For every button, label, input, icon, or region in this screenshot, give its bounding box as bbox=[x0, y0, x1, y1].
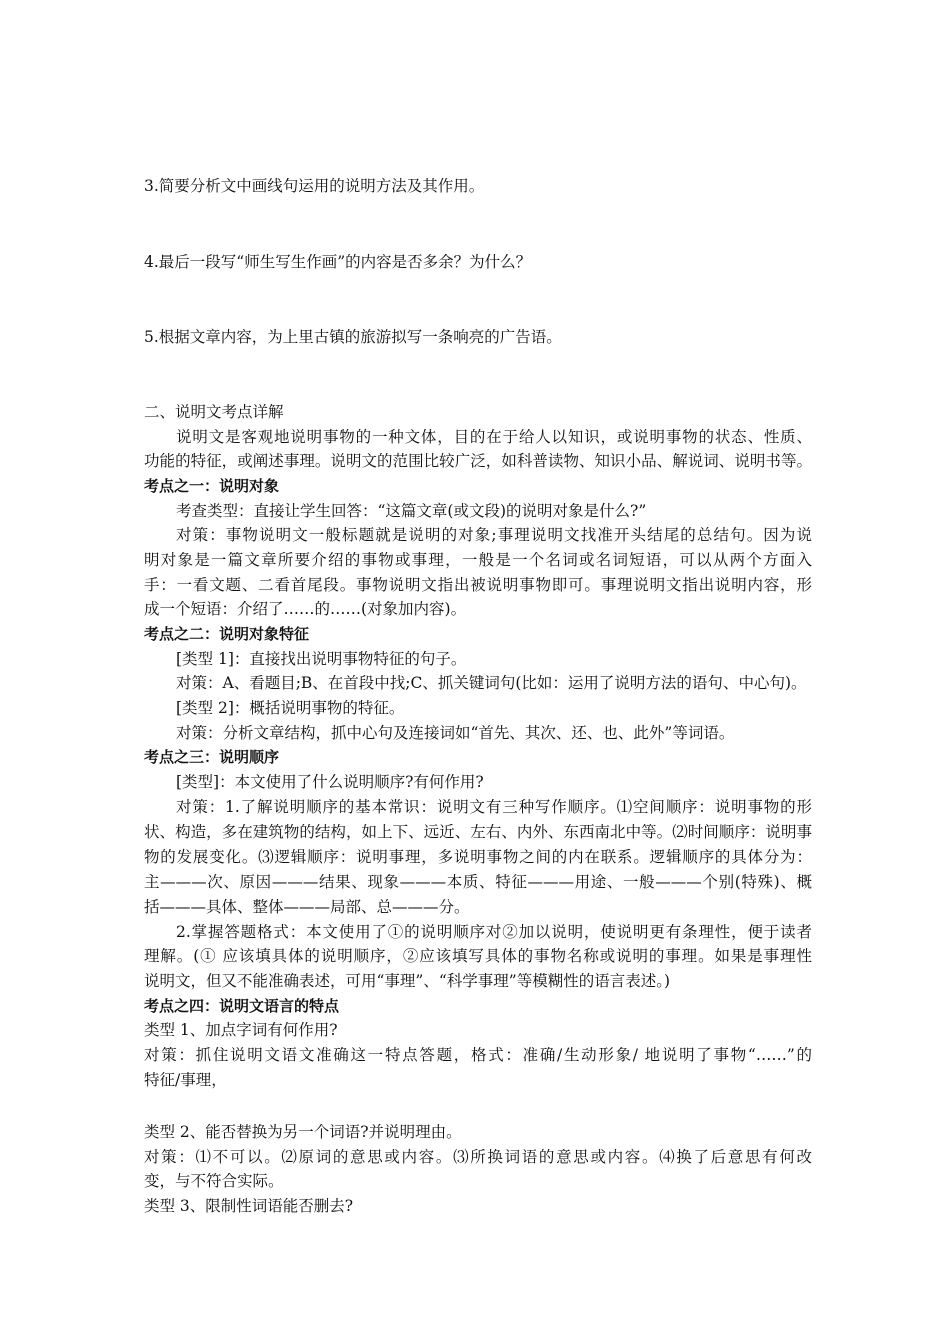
point3-strategy1-line-1: 对策：1.了解说明顺序的基本常识：说明文有三种写作顺序。⑴空间顺序：说明事物的形 bbox=[176, 798, 812, 816]
point2-strategy2: 对策：分析文章结构，抓中心句及连接词如“首先、其次、还、也、此外”等词语。 bbox=[176, 724, 735, 742]
point4-strategy2-line-2: 变，与不符合实际。 bbox=[144, 1172, 284, 1190]
point4-strategy2-line-1: 对策：⑴不可以。⑵原词的意思或内容。⑶所换词语的意思或内容。⑷换了后意思有何改 bbox=[144, 1148, 812, 1166]
question-3: 3.简要分析文中画线句运用的说明方法及其作用。 bbox=[144, 177, 485, 195]
point4-strategy1-line-1: 对策：抓住说明文语文准确这一特点答题，格式：准确/生动形象/ 地说明了事物“……”的 bbox=[144, 1046, 812, 1064]
intro-line-1: 说明文是客观地说明事物的一种文体，目的在于给人以知识，或说明事物的状态、性质、 bbox=[176, 428, 812, 446]
point1-title: 考点之一：说明对象 bbox=[144, 477, 280, 495]
point4-type1: 类型 1、加点字词有何作用? bbox=[144, 1021, 338, 1039]
point3-strategy2-line-1: 2.掌握答题格式：本文使用了①的说明顺序对②加以说明，使说明更有条理性，便于读者 bbox=[176, 923, 812, 941]
point4-type3: 类型 3、限制性词语能否删去? bbox=[144, 1197, 354, 1215]
point3-title: 考点之三：说明顺序 bbox=[144, 748, 280, 766]
point1-strategy-line-1: 对策：事物说明文一般标题就是说明的对象;事理说明文找准开头结尾的总结句。因为说 bbox=[176, 526, 812, 544]
question-4: 4.最后一段写“师生写生作画”的内容是否多余？为什么？ bbox=[144, 253, 532, 271]
point2-type2: [类型 2]：概括说明事物的特征。 bbox=[176, 699, 405, 717]
point4-title: 考点之四：说明文语言的特点 bbox=[144, 997, 340, 1015]
point4-strategy1-line-2: 特征/事理， bbox=[144, 1071, 227, 1089]
intro-line-2: 功能的特征，或阐述事理。说明文的范围比较广泛，如科普读物、知识小品、解说词、说明书等。 bbox=[144, 452, 812, 470]
point3-strategy1-line-2: 状、构造，多在建筑物的结构，如上下、远近、左右、内外、东西南北中等。⑵时间顺序：说明事 bbox=[144, 823, 812, 841]
point1-strategy-line-3: 手：一看文题、二看首尾段。事物说明文指出被说明事物即可。事理说明文指出说明内容，形 bbox=[144, 576, 812, 594]
point1-strategy-line-2: 明对象是一篇文章所要介绍的事物或事理，一般是一个名词或名词短语，可以从两个方面入 bbox=[144, 551, 812, 569]
point3-strategy1-line-3: 物的发展变化。⑶逻辑顺序：说明事理，多说明事物之间的内在联系。逻辑顺序的具体分为： bbox=[144, 848, 812, 866]
point3-strategy1-line-4: 主———次、原因———结果、现象———本质、特征———用途、一般———个别(特殊)、概 bbox=[144, 873, 812, 891]
point4-type2: 类型 2、能否替换为另一个词语?并说明理由。 bbox=[144, 1123, 462, 1141]
point2-title: 考点之二：说明对象特征 bbox=[144, 625, 310, 643]
point2-strategy1: 对策：A、看题目;B、在首段中找;C、抓关键词句(比如：运用了说明方法的语句、中心句)。 bbox=[176, 674, 807, 692]
point1-type: 考查类型：直接让学生回答：“这篇文章(或文段)的说明对象是什么?” bbox=[176, 502, 647, 520]
point2-type1: [类型 1]：直接找出说明事物特征的句子。 bbox=[176, 650, 467, 668]
section-heading: 二、说明文考点详解 bbox=[144, 403, 284, 421]
question-5: 5.根据文章内容，为上里古镇的旅游拟写一条响亮的广告语。 bbox=[144, 328, 562, 346]
point3-strategy2-line-3: 说明文，但又不能准确表述，可用“事理”、“科学事理”等模糊性的语言表述。) bbox=[144, 972, 670, 990]
point3-strategy1-line-5: 括———具体、整体———局部、总———分。 bbox=[144, 898, 470, 916]
point3-strategy2-line-2: 理解。(① 应该填具体的说明顺序，②应该填写具体的事物名称或说明的事理。如果是事理性 bbox=[144, 947, 812, 965]
point1-strategy-line-4: 成一个短语：介绍了……的……(对象加内容)。 bbox=[144, 600, 467, 618]
point3-type: [类型]：本文使用了什么说明顺序?有何作用? bbox=[176, 773, 484, 791]
